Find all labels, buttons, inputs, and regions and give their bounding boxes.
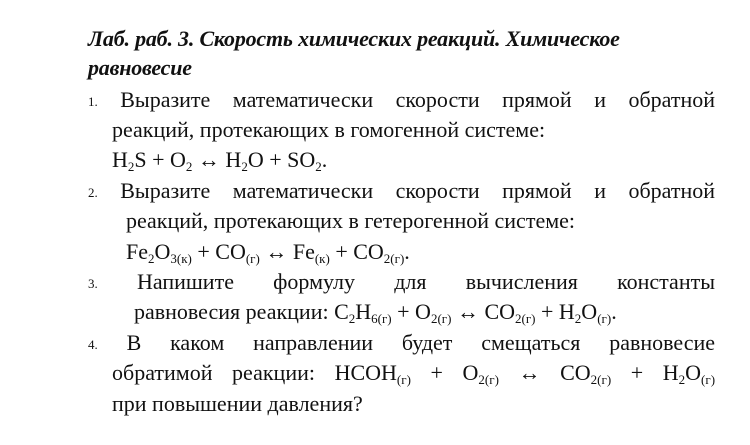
task-3-text: Напишите формулу для вычисления константы — [136, 269, 715, 294]
task-4-line-1 — [88, 329, 715, 359]
task-3-line-1 — [88, 268, 715, 298]
task-1-text: Выразите математически скорости прямой и обратной — [120, 87, 715, 112]
task-2-number: 2. — [88, 185, 98, 200]
task-4-text: В каком направлении будет смещаться равновесие — [126, 330, 715, 355]
task-4-line-3: при повышении давления? — [112, 391, 363, 416]
lab-title: Лаб. раб. 3. Скорость химических реакций. Химическое равновесие — [88, 26, 620, 80]
task-2-line-2: реакций, протекающих в гетерогенной системе: — [126, 208, 576, 233]
task-3-line-2: равновесия реакции: $C_2H_{6(г)} + O_{2(г)}$ ↔ $CO_{2(г)} + H_2O_{(г)}$. — [134, 299, 617, 326]
task-1-line-2: реакций, протекающих в гомогенной системе: — [112, 117, 546, 142]
task-2-equation: $Fe_2O_{3(к)} + CO_{(г)}$ ↔ $Fe_{(к)} + CO_{2(г)}$. — [126, 239, 410, 266]
task-2-text: Выразите математически скорости прямой и обратной — [120, 178, 715, 203]
task-1-line-1 — [88, 86, 715, 116]
task-4-line-2: обратимой реакции: $HCOH_{(г)} + O_{2(г)}$ ↔ $CO_{2(г)} + H_2O_{(г)}$ — [112, 360, 716, 387]
task-1-number: 1. — [88, 94, 98, 109]
task-2-line-1 — [88, 177, 715, 207]
task-3-number: 3. — [88, 276, 98, 291]
task-1-equation: $H_2S + O_2$ ↔ $H_2O + SO_2$. — [112, 147, 328, 174]
task-4-number: 4. — [88, 337, 98, 352]
